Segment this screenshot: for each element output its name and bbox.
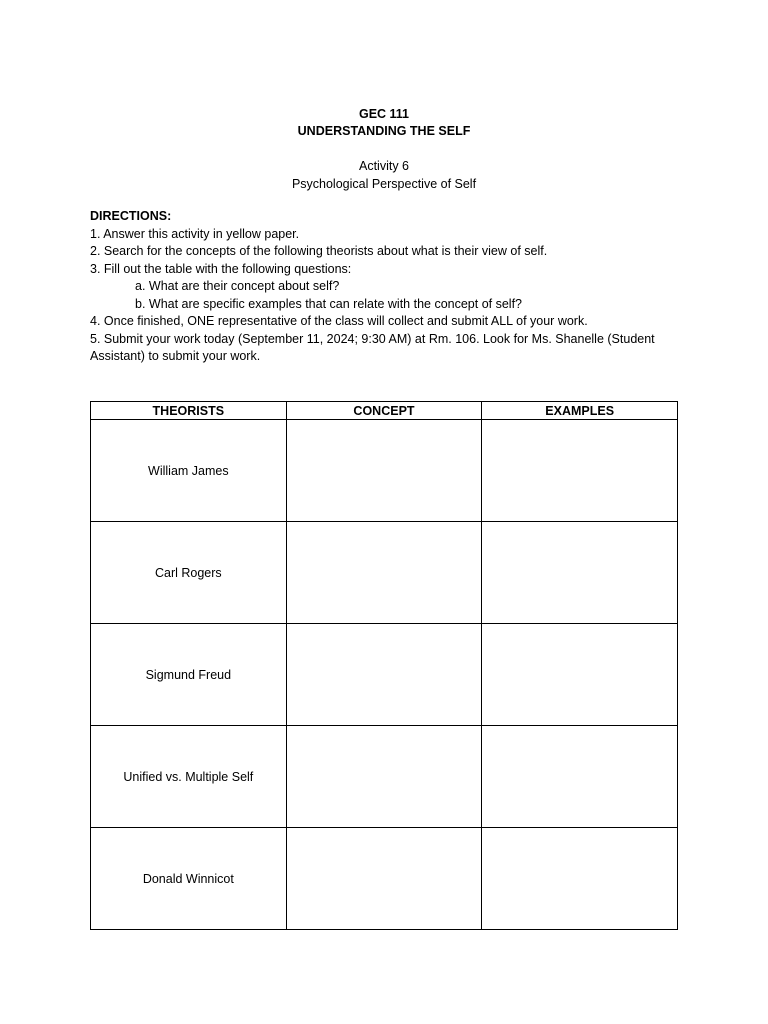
theorist-cell: Sigmund Freud bbox=[91, 624, 287, 726]
examples-cell bbox=[482, 420, 678, 522]
direction-item-3a: a. What are their concept about self? bbox=[135, 279, 340, 293]
table-row bbox=[91, 624, 678, 726]
activity-title: Psychological Perspective of Self bbox=[291, 177, 477, 191]
examples-cell bbox=[482, 726, 678, 828]
theorist-cell: Unified vs. Multiple Self bbox=[91, 726, 287, 828]
direction-item-3b: b. What are specific examples that can relate with the concept of self? bbox=[135, 296, 523, 311]
concept-cell bbox=[286, 522, 482, 624]
course-code: GEC 111 bbox=[358, 107, 410, 121]
theorist-cell: Carl Rogers bbox=[91, 522, 287, 624]
theorist-cell: William James bbox=[91, 420, 287, 522]
direction-item-3: 3. Fill out the table with the following questions: bbox=[90, 261, 352, 276]
table-row bbox=[91, 828, 678, 930]
examples-cell bbox=[482, 624, 678, 726]
theorist-cell: Donald Winnicot bbox=[91, 828, 287, 930]
concept-cell bbox=[286, 624, 482, 726]
activity-number: Activity 6 bbox=[358, 159, 409, 173]
directions-heading: DIRECTIONS: bbox=[90, 209, 172, 223]
direction-item-4: 4. Once finished, ONE representative of the class will collect and submit ALL of your work. bbox=[90, 314, 588, 328]
table-header-row bbox=[91, 402, 678, 420]
column-header-theorists: THEORISTS bbox=[91, 402, 287, 420]
concept-cell bbox=[286, 726, 482, 828]
table-row bbox=[91, 420, 678, 522]
directions-block bbox=[90, 208, 680, 366]
theorists-table bbox=[90, 401, 678, 930]
examples-cell bbox=[482, 522, 678, 624]
direction-item-2: 2. Search for the concepts of the following theorists about what is their view of self. bbox=[90, 244, 548, 258]
direction-item-1: 1. Answer this activity in yellow paper. bbox=[90, 226, 300, 241]
concept-cell bbox=[286, 420, 482, 522]
table-row bbox=[91, 522, 678, 624]
direction-item-5: 5. Submit your work today (September 11, 2024; 9:30 AM) at Rm. 106. Look for Ms. Shanelle (Student Assistant) to submit your work. bbox=[90, 331, 655, 363]
course-title: UNDERSTANDING THE SELF bbox=[297, 124, 471, 138]
column-header-examples: EXAMPLES bbox=[482, 402, 678, 420]
column-header-concept: CONCEPT bbox=[286, 402, 482, 420]
concept-cell bbox=[286, 828, 482, 930]
table-row bbox=[91, 726, 678, 828]
examples-cell bbox=[482, 828, 678, 930]
